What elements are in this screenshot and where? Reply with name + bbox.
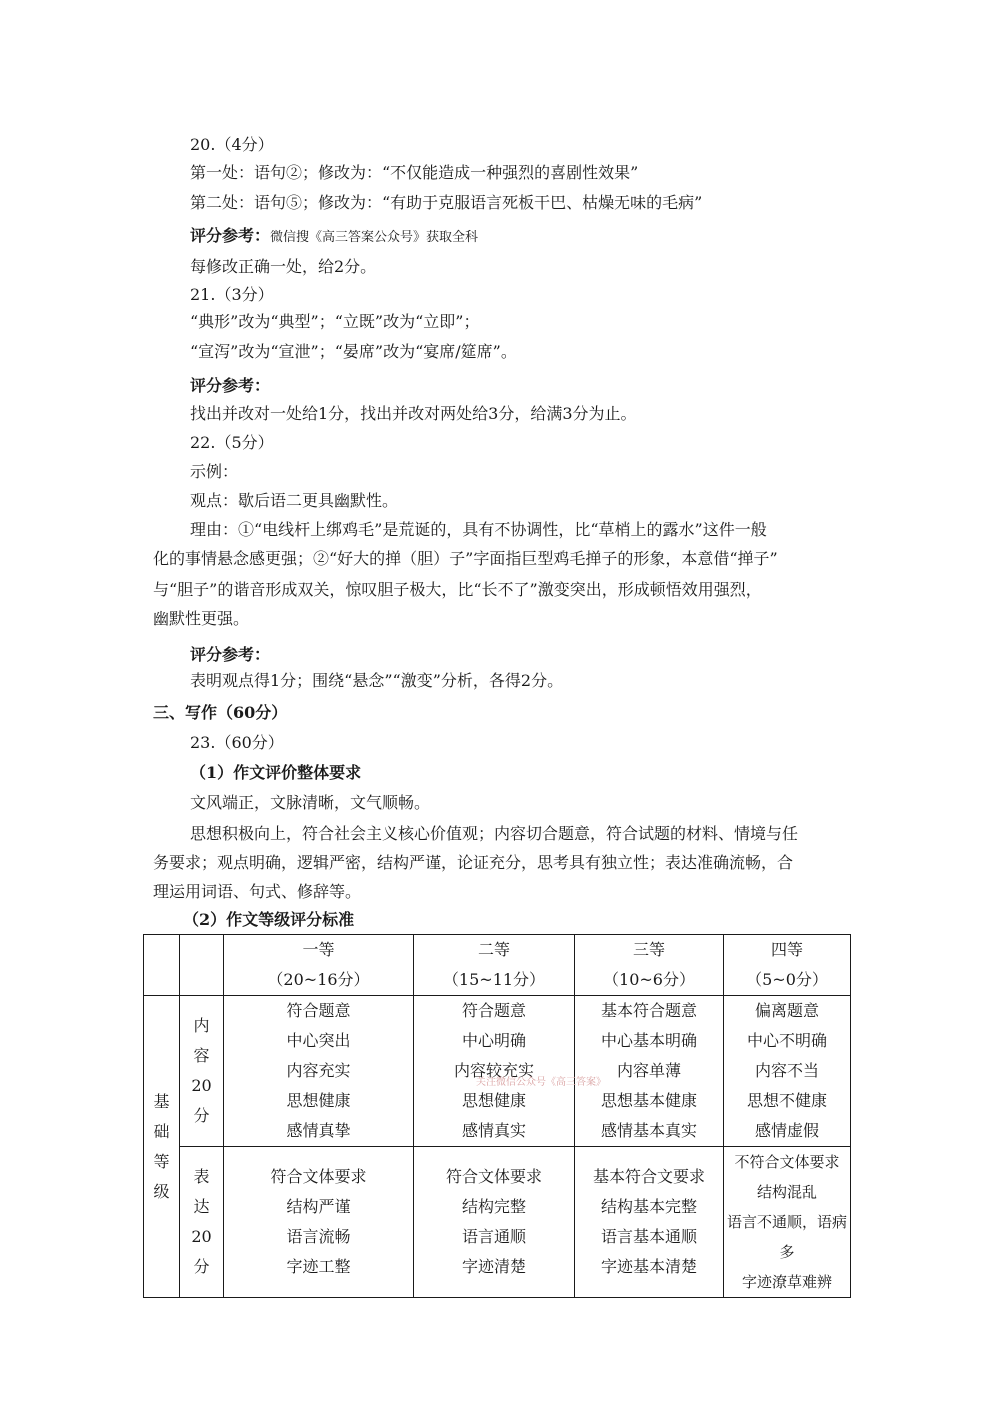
expression-grade-2: 符合文体要求 结构完整 语言通顺 字迹清楚 xyxy=(414,1147,575,1298)
content-row xyxy=(144,996,851,1147)
expression-grade-1: 符合文体要求 结构严谨 语言流畅 字迹工整 xyxy=(224,1147,414,1298)
q22-reason-1: 理由：①“电线杆上绑鸡毛”是荒诞的，具有不协调性，比“草梢上的露水”这件一般 xyxy=(190,520,767,539)
grade-header-4: 四等 （5~0分） xyxy=(724,935,851,996)
q23-p2b: 务要求；观点明确，逻辑严密，结构严谨，论证充分，思考具有独立性；表达准确流畅，合 xyxy=(153,853,794,872)
row-label-expression: 表 达 20 分 xyxy=(180,1147,224,1298)
grade-header-row xyxy=(144,935,851,996)
q22-ref-label: 评分参考： xyxy=(190,645,271,664)
q21-ref-text: 找出并改对一处给1分，找出并改对两处给3分，给满3分为止。 xyxy=(190,404,637,423)
grading-table xyxy=(143,934,851,1298)
q23-sub-2: （2）作文等级评分标准 xyxy=(183,910,355,929)
q22-view: 观点：歇后语二更具幽默性。 xyxy=(190,491,399,510)
q23-p2a: 思想积极向上，符合社会主义核心价值观；内容切合题意，符合试题的材料、情境与任 xyxy=(190,824,799,843)
content-grade-1: 符合题意 中心突出 内容充实 思想健康 感情真挚 xyxy=(224,996,414,1147)
q23-header: 23.（60分） xyxy=(190,733,284,752)
section-3-title: 三、写作（60分） xyxy=(153,703,288,722)
q20-ref xyxy=(190,225,478,249)
corner-cell-1 xyxy=(144,935,180,996)
grade-header-2: 二等 （15~11分） xyxy=(414,935,575,996)
q22-ref-text: 表明观点得1分；围绕“悬念”“激变”分析，各得2分。 xyxy=(190,671,564,690)
q20-fix-1: 第一处：语句②；修改为：“不仅能造成一种强烈的喜剧性效果” xyxy=(190,163,639,182)
content-grade-2: 符合题意 中心明确 内容较充实 思想健康 感情真实 关注微信公众号《高三答案》 xyxy=(414,996,575,1147)
q21-line-2: “宣泻”改为“宣泄”；“晏席”改为“宴席/筵席”。 xyxy=(190,342,517,361)
q23-p2c: 理运用词语、句式、修辞等。 xyxy=(153,882,362,901)
watermark-text: 关注微信公众号《高三答案》 xyxy=(476,1077,606,1088)
group-label-basic: 基 础 等 级 xyxy=(144,996,180,1298)
corner-cell-2 xyxy=(180,935,224,996)
q20-ref-note: 微信搜《高三答案公众号》获取全科 xyxy=(270,230,479,245)
q22-example: 示例： xyxy=(190,462,239,481)
row-label-content: 内 容 20 分 xyxy=(180,996,224,1147)
q22-reason-3: 与“胆子”的谐音形成双关，惊叹胆子极大，比“长不了”激变突出，形成顿悟效用强烈， xyxy=(153,580,762,599)
q20-header: 20.（4分） xyxy=(190,135,274,154)
content-grade-4: 偏离题意 中心不明确 内容不当 思想不健康 感情虚假 xyxy=(724,996,851,1147)
expression-row xyxy=(144,1147,851,1298)
q23-p1: 文风端正，文脉清晰，文气顺畅。 xyxy=(190,793,431,812)
grade-header-1: 一等 （20~16分） xyxy=(224,935,414,996)
q22-reason-4: 幽默性更强。 xyxy=(153,609,250,628)
expression-grade-3: 基本符合文要求 结构基本完整 语言基本通顺 字迹基本清楚 xyxy=(575,1147,724,1298)
q20-ref-text: 每修改正确一处，给2分。 xyxy=(190,257,377,276)
q22-reason-2: 化的事情悬念感更强；②“好大的掸（胆）子”字面指巨型鸡毛掸子的形象，本意借“掸子” xyxy=(153,549,778,568)
q23-sub-1: （1）作文评价整体要求 xyxy=(190,763,362,782)
expression-grade-4: 不符合文体要求 结构混乱 语言不通顺，语病多 字迹潦草难辨 xyxy=(724,1147,851,1298)
q20-fix-2: 第二处：语句⑤；修改为：“有助于克服语言死板干巴、枯燥无味的毛病” xyxy=(190,193,703,212)
q22-header: 22.（5分） xyxy=(190,433,274,452)
grade-header-3: 三等 （10~6分） xyxy=(575,935,724,996)
content-grade-3: 基本符合题意 中心基本明确 内容单薄 思想基本健康 感情基本真实 xyxy=(575,996,724,1147)
q21-ref-label: 评分参考： xyxy=(190,376,271,395)
q20-ref-label: 评分参考： xyxy=(190,226,271,245)
q21-header: 21.（3分） xyxy=(190,285,274,304)
q21-line-1: “典形”改为“典型”；“立既”改为“立即”； xyxy=(190,312,480,331)
